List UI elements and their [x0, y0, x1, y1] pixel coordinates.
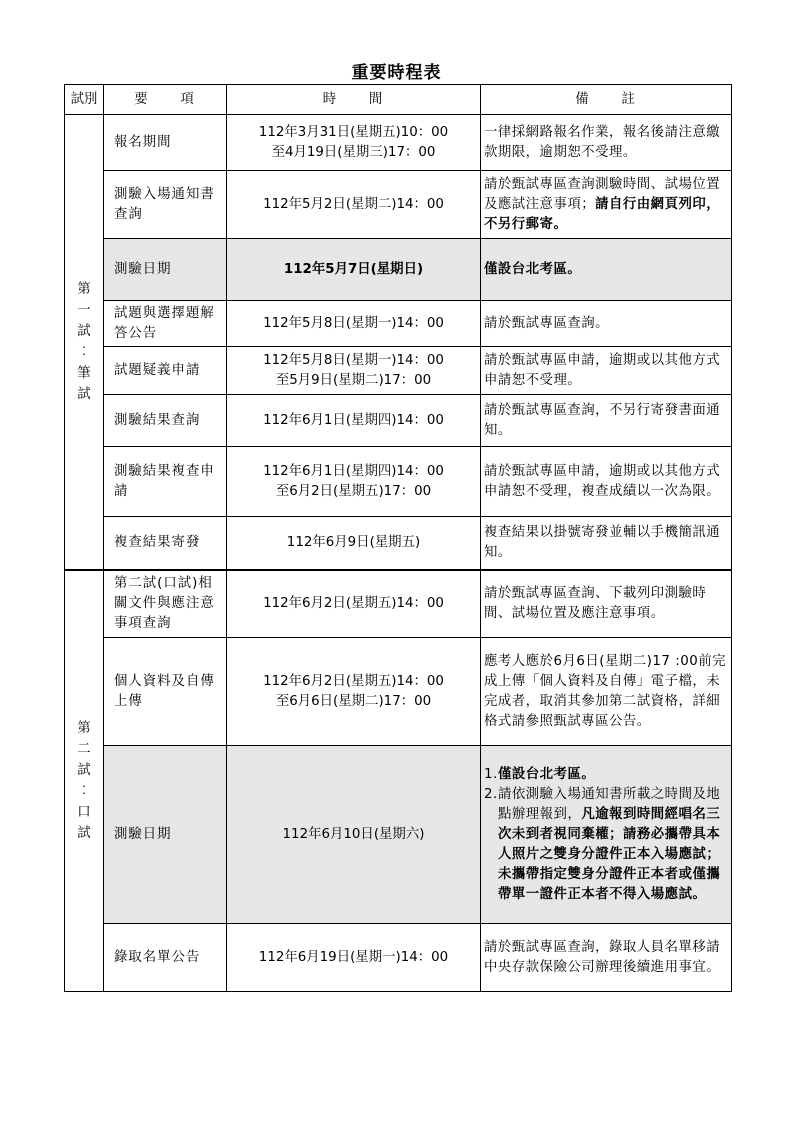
item-cell: 試題疑義申請: [104, 347, 227, 395]
list-item: 2. 請依測驗入場通知書所載之時間及地點辦理報到，凡逾報到時間經唱名三次未到者視同棄權；請務必攜帶具本人照片之雙身分證件正本入場應試；未攜帶指定雙身分證件正本者或僅攜帶單一證件正本者不得入場應試。: [484, 786, 721, 902]
note-cell: 請於甄試專區查詢、下載列印測驗時間、試場位置及應注意事項。: [481, 570, 732, 638]
table-row: [65, 924, 732, 992]
time-cell: 112年5月8日(星期一)14：00: [227, 301, 481, 347]
category-cell-oral: 第二試︰口試: [65, 570, 104, 992]
table-row: [65, 301, 732, 347]
note-cell: 請於甄試專區查詢，不另行寄發書面通知。: [481, 395, 732, 447]
note-cell: 應考人應於6月6日(星期二)17 :00前完成上傳「個人資料及自傳」電子檔，未完成者，取消其參加第二試資格，詳細格式請參照甄試專區公告。: [481, 638, 732, 746]
table-row: [65, 447, 732, 517]
table-row-highlight: [65, 239, 732, 301]
item-cell: 第二試(口試)相關文件與應注意事項查詢: [104, 570, 227, 638]
table-row: [65, 638, 732, 746]
header-time: 時 間: [227, 85, 481, 115]
time-cell: 112年6月1日(星期四)14：00 至6月2日(星期五)17：00: [227, 447, 481, 517]
time-cell: 112年6月1日(星期四)14：00: [227, 395, 481, 447]
table-row-highlight: [65, 746, 732, 924]
note-cell: 請於甄試專區查詢。: [481, 301, 732, 347]
time-cell: 112年5月2日(星期二)14：00: [227, 171, 481, 239]
note-cell: [481, 746, 732, 924]
note-cell: 請於甄試專區查詢，錄取人員名單移請中央存款保險公司辦理後續進用事宜。: [481, 924, 732, 992]
time-cell: 112年6月19日(星期一)14：00: [227, 924, 481, 992]
header-item: 要 項: [104, 85, 227, 115]
note-list: [484, 765, 728, 905]
header-note: 備 註: [481, 85, 732, 115]
item-cell: 試題與選擇題解答公告: [104, 301, 227, 347]
item-cell: 個人資料及自傳上傳: [104, 638, 227, 746]
page-title: 重要時程表: [351, 63, 442, 83]
item-cell: 測驗結果複查申請: [104, 447, 227, 517]
time-cell: 112年5月8日(星期一)14：00 至5月9日(星期二)17：00: [227, 347, 481, 395]
table-row: [65, 517, 732, 570]
time-cell: 112年6月9日(星期五): [227, 517, 481, 570]
item-cell: 複查結果寄發: [104, 517, 227, 570]
item-cell: 報名期間: [104, 115, 227, 171]
time-cell: 112年6月2日(星期五)14：00 至6月6日(星期二)17：00: [227, 638, 481, 746]
note-cell: 請於甄試專區查詢測驗時間、試場位置及應試注意事項；請自行由網頁列印，不另行郵寄。: [481, 171, 732, 239]
table-row: [65, 395, 732, 447]
time-cell: 112年3月31日(星期五)10：00 至4月19日(星期三)17：00: [227, 115, 481, 171]
table-header-row: [65, 85, 732, 115]
item-cell: 測驗日期: [104, 239, 227, 301]
time-cell: 112年6月2日(星期五)14：00: [227, 570, 481, 638]
note-cell: 複查結果以掛號寄發並輔以手機簡訊通知。: [481, 517, 732, 570]
note-cell: 請於甄試專區申請，逾期或以其他方式申請恕不受理，複查成績以一次為限。: [481, 447, 732, 517]
item-cell: 測驗結果查詢: [104, 395, 227, 447]
item-cell: 測驗入場通知書查詢: [104, 171, 227, 239]
table-row: [65, 171, 732, 239]
note-cell: 一律採網路報名作業，報名後請注意繳款期限，逾期恕不受理。: [481, 115, 732, 171]
time-cell: 112年6月10日(星期六): [227, 746, 481, 924]
note-cell: 請於甄試專區申請，逾期或以其他方式申請恕不受理。: [481, 347, 732, 395]
table-row: [65, 115, 732, 171]
table-row: [65, 570, 732, 638]
time-cell: 112年5月7日(星期日): [227, 239, 481, 301]
category-cell-written: 第一試︰筆試: [65, 115, 104, 570]
header-category: 試別: [65, 85, 104, 115]
table-row: [65, 347, 732, 395]
item-cell: 測驗日期: [104, 746, 227, 924]
note-cell: 僅設台北考區。: [481, 239, 732, 301]
list-item: 1. 僅設台北考區。: [484, 766, 596, 782]
item-cell: 錄取名單公告: [104, 924, 227, 992]
schedule-table: [64, 84, 732, 992]
